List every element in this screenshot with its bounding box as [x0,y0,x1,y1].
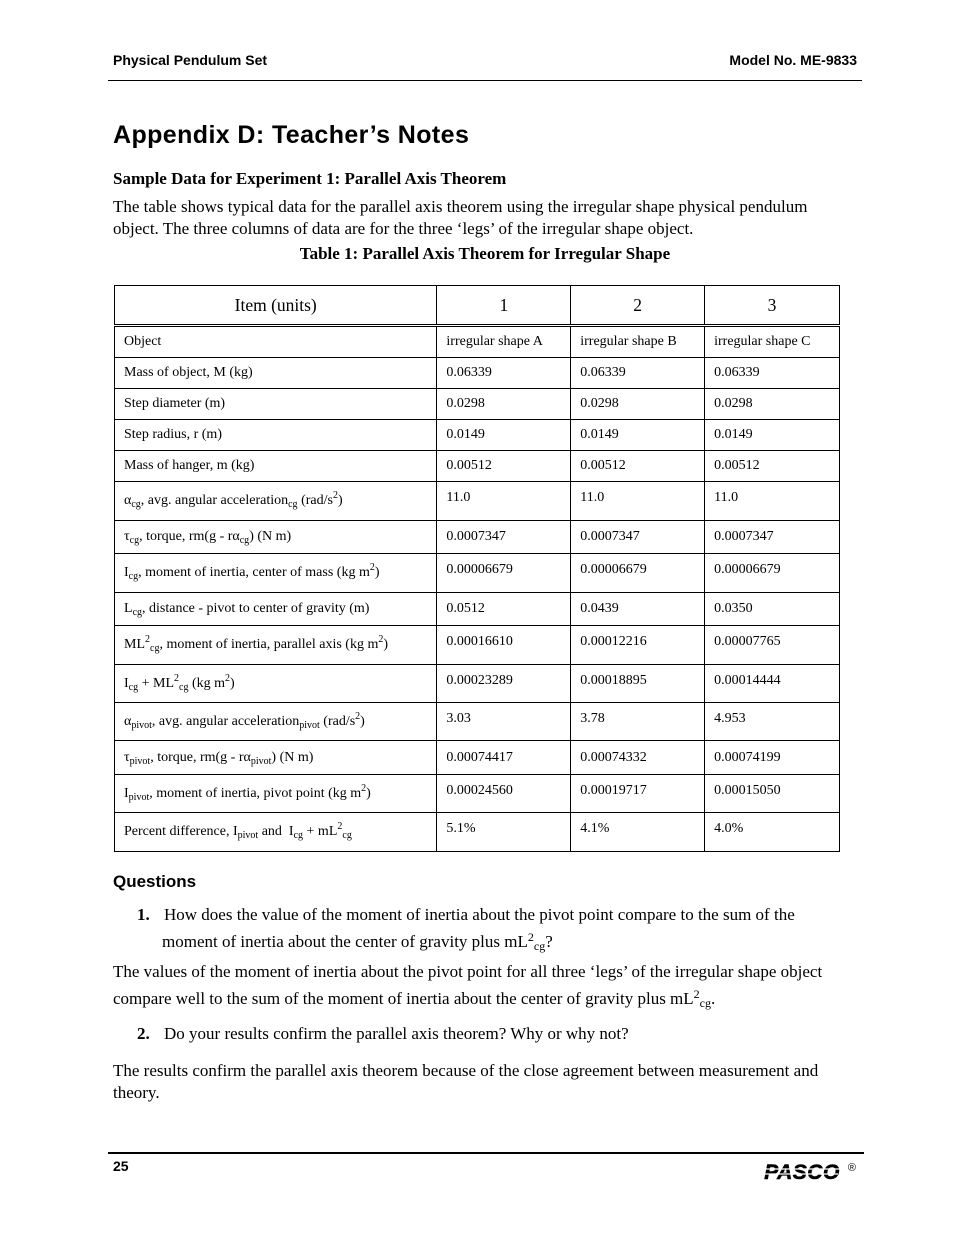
question-number: 1. [137,905,150,924]
table-row [115,521,840,554]
table-cell: 0.00074199 [705,741,840,775]
question-2 [137,1020,857,1047]
table-cell: irregular shape A [437,326,571,358]
header-rule [108,80,862,81]
table-row [115,389,840,420]
table-cell: 0.00007765 [705,626,840,665]
table-cell: 0.00015050 [705,775,840,813]
table-cell: irregular shape C [705,326,840,358]
page-title: Appendix D: Teacher’s Notes [113,121,470,149]
table-cell: 0.0439 [571,593,705,626]
table-cell: 0.0149 [571,420,705,451]
column-header: 2 [571,286,705,326]
table-cell: 11.0 [437,482,571,521]
table-cell: 3.03 [437,703,571,741]
question-text-continued: moment of inertia about the center of gravity plus mL [162,932,528,951]
table-cell: 0.0298 [437,389,571,420]
row-label: $\tau_{pivot}$, torque, $rm(g - r\alpha_{pivot})$ (N m) [115,741,437,775]
pasco-logo-icon [760,1160,844,1184]
answer-1 [113,958,858,1012]
answer-2: The results confirm the parallel axis theorem because of the close agreement between measurement and theory. [113,1061,819,1102]
table-row [115,741,840,775]
table-cell: 4.1% [571,813,705,852]
column-header: Item (units) [115,286,437,326]
row-label: Step diameter (m) [115,389,437,420]
question-number: 2. [137,1024,150,1043]
row-label: $I_{cg} + ML^2_{cg}$ (kg $m^2$) [115,665,437,703]
table-row [115,703,840,741]
table-cell: 0.0007347 [571,521,705,554]
table-cell: 0.00074417 [437,741,571,775]
table-cell: 0.00006679 [705,554,840,593]
table-row [115,626,840,665]
superscript: 2 [527,930,534,944]
table-cell: 4.953 [705,703,840,741]
table-cell: 0.00512 [705,451,840,482]
logo-text: PASCO [764,1161,840,1184]
table-cell: 0.00012216 [571,626,705,665]
row-label: $I_{pivot}$, moment of inertia, pivot point (kg $m^2$) [115,775,437,813]
table-row [115,358,840,389]
table-cell: 11.0 [571,482,705,521]
question-1 [137,901,857,955]
table-cell: 0.00019717 [571,775,705,813]
page-number: 25 [113,1158,129,1174]
parallel-axis-table [114,285,840,852]
table-cell: 0.00006679 [437,554,571,593]
table-row [115,326,840,358]
table-cell: 0.0512 [437,593,571,626]
subscript: cg [533,939,546,953]
table-cell: 0.0149 [705,420,840,451]
column-header: 1 [437,286,571,326]
row-label: Percent difference, $I_{pivot}$ and $I_{cg} + mL^2_{cg}$ [115,813,437,852]
row-label: Mass of hanger, m (kg) [115,451,437,482]
section-subheading: Sample Data for Experiment 1: Parallel Axis Theorem [113,169,507,188]
header-model-number: Model No. ME-9833 [729,52,857,68]
table-cell: 0.00512 [571,451,705,482]
table-row [115,482,840,521]
table-cell: 0.0007347 [437,521,571,554]
table-cell: irregular shape B [571,326,705,358]
row-label: $I_{cg}$, moment of inertia, center of mass (kg $m^2$) [115,554,437,593]
table-cell: 3.78 [571,703,705,741]
table-row [115,593,840,626]
table-cell: 0.00074332 [571,741,705,775]
table-cell: 0.00006679 [571,554,705,593]
table-cell: 0.00014444 [705,665,840,703]
table-caption: Table 1: Parallel Axis Theorem for Irregular Shape [299,244,671,263]
answer-end: . [711,989,716,1008]
registered-mark: ® [847,1162,856,1174]
table-cell: 0.00016610 [437,626,571,665]
table-cell: 0.06339 [571,358,705,389]
table-cell: 0.0350 [705,593,840,626]
table-cell: 0.00023289 [437,665,571,703]
table-cell: 11.0 [705,482,840,521]
row-label: $\alpha_{pivot}$, avg. angular acceleration$_{pivot}$ $(rad/s^2)$ [115,703,437,741]
table-cell: 0.00024560 [437,775,571,813]
column-header: 3 [705,286,840,326]
intro-paragraph: The table shows typical data for the parallel axis theorem using the irregular shape physical pendulum object. The three columns of data are for the three ‘legs’ of the irregular shape object. [113,197,808,238]
question-text: How does the value of the moment of inertia about the pivot point compare to the sum of the [164,905,795,924]
row-label: Step radius, r (m) [115,420,437,451]
table-row [115,813,840,852]
question-text: Do your results confirm the parallel axis theorem? Why or why not? [164,1024,629,1043]
table-cell: 5.1% [437,813,571,852]
table-cell: 4.0% [705,813,840,852]
table-row [115,665,840,703]
pasco-logo [760,1160,856,1184]
table-row [115,554,840,593]
table-cell: 0.0298 [705,389,840,420]
table-cell: 0.0298 [571,389,705,420]
table-cell: 0.00512 [437,451,571,482]
row-label: Mass of object, M (kg) [115,358,437,389]
table-cell: 0.0149 [437,420,571,451]
question-end: ? [545,932,553,951]
row-label: $\alpha_{cg}$, avg. angular acceleration$_{cg}$ $(rad/s^2)$ [115,482,437,521]
subscript: cg [699,996,711,1010]
superscript: 2 [693,987,700,1001]
row-label: Object [115,326,437,358]
row-label: $L_{cg}$, distance - pivot to center of gravity (m) [115,593,437,626]
table-header-row [115,286,840,326]
row-label: $\tau_{cg}$, torque, $rm(g - r\alpha_{cg})$ (N m) [115,521,437,554]
table-cell: 0.06339 [705,358,840,389]
footer-rule [108,1152,864,1154]
header-title: Physical Pendulum Set [113,52,268,68]
questions-heading: Questions [113,872,197,891]
table-row [115,451,840,482]
table-cell: 0.0007347 [705,521,840,554]
answer-text: The values of the moment of inertia about the pivot point for all three ‘legs’ of the irregular shape object compare well to the sum of the moment of inertia about the center of gravity plus mL [113,962,823,1008]
table-row [115,420,840,451]
table-row [115,775,840,813]
table-cell: 0.06339 [437,358,571,389]
row-label: $ML^2_{cg}$, moment of inertia, parallel axis (kg $m^2$) [115,626,437,665]
table-cell: 0.00018895 [571,665,705,703]
